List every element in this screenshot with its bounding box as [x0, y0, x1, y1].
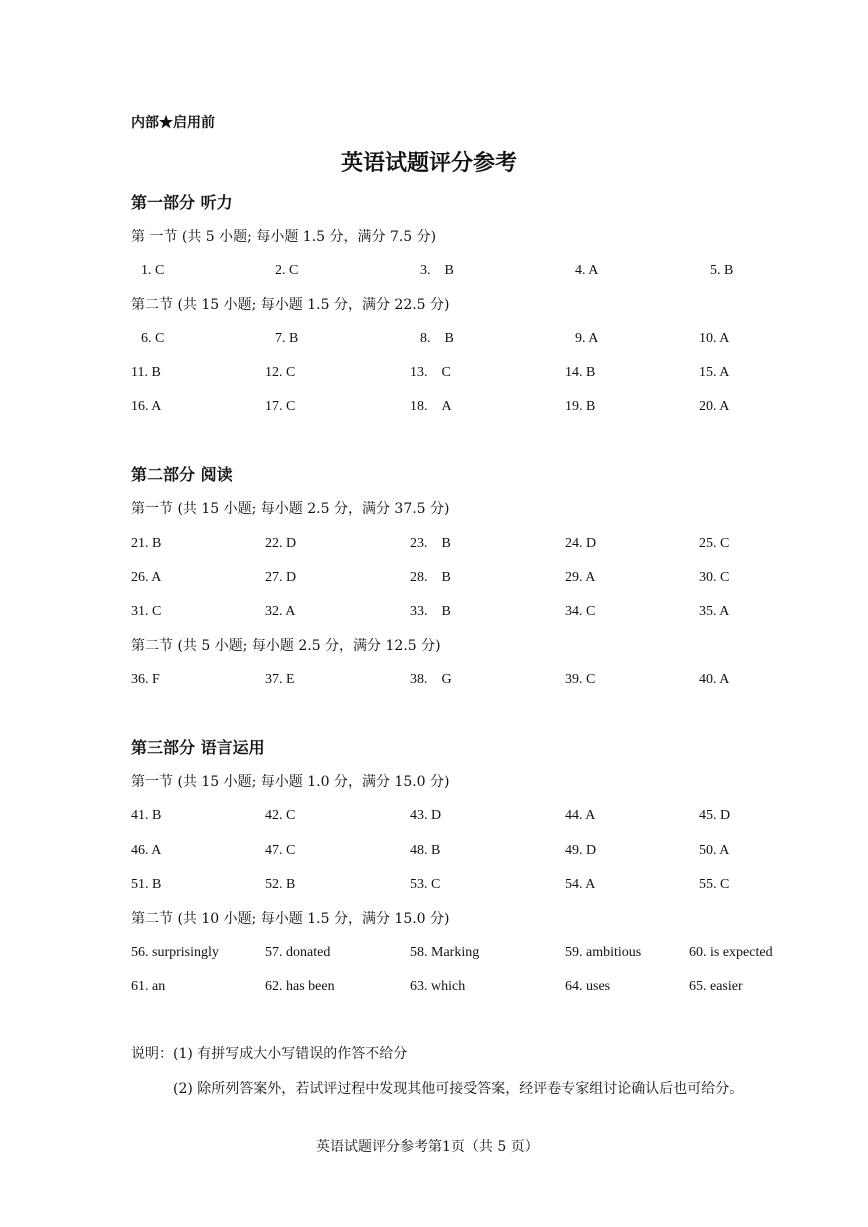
answer-item: 24. D [565, 536, 597, 551]
part1-section1-label: 第 一节 (共 5 小题; 每小题 1.5 分，满分 7.5 分) [131, 229, 437, 245]
answer-item: 44. A [565, 808, 596, 823]
answer-item: 32. A [265, 604, 296, 619]
part2-section1-label: 第一节 (共 15 小题; 每小题 2.5 分，满分 37.5 分) [131, 501, 450, 517]
answer-item: 19. B [565, 399, 596, 414]
answer-item: 23. B [410, 536, 451, 551]
answer-item: 65. easier [689, 979, 743, 994]
answer-item: 43. D [410, 808, 442, 823]
part1-section2-label: 第二节 (共 15 小题; 每小题 1.5 分，满分 22.5 分) [131, 297, 450, 313]
part2-heading: 第二部分 阅读 [131, 465, 233, 484]
answer-item: 11. B [131, 365, 161, 380]
answer-item: 5. B [710, 263, 734, 278]
answer-item: 52. B [265, 877, 296, 892]
answer-item: 33. B [410, 604, 451, 619]
answer-item: 63. which [410, 979, 466, 994]
answer-item: 45. D [699, 808, 731, 823]
answer-item: 2. C [275, 263, 299, 278]
answer-item: 15. A [699, 365, 730, 380]
answer-item: 8. B [420, 331, 454, 346]
part3-heading: 第三部分 语言运用 [131, 738, 265, 757]
answer-item: 16. A [131, 399, 162, 414]
answer-item: 62. has been [265, 979, 335, 994]
note-2: (2) 除所列答案外，若试评过程中发现其他可接受答案，经评卷专家组讨论确认后也可给分。 [173, 1081, 744, 1097]
part1-heading: 第一部分 听力 [131, 193, 233, 212]
answer-item: 22. D [265, 536, 297, 551]
note-1: 说明：(1) 有拼写成大小写错误的作答不给分 [131, 1046, 408, 1062]
answer-item: 38. G [410, 672, 452, 687]
answer-item: 14. B [565, 365, 596, 380]
answer-item: 10. A [699, 331, 730, 346]
answer-item: 1. C [141, 263, 165, 278]
answer-item: 55. C [699, 877, 730, 892]
answer-item: 64. uses [565, 979, 611, 994]
answer-item: 49. D [565, 843, 597, 858]
answer-item: 41. B [131, 808, 162, 823]
answer-item: 17. C [265, 399, 296, 414]
answer-item: 39. C [565, 672, 596, 687]
answer-item: 61. an [131, 979, 166, 994]
answer-item: 51. B [131, 877, 162, 892]
answer-item: 58. Marking [410, 945, 480, 960]
answer-item: 27. D [265, 570, 297, 585]
answer-item: 7. B [275, 331, 299, 346]
answer-item: 21. B [131, 536, 162, 551]
answer-item: 56. surprisingly [131, 945, 219, 960]
answer-item: 42. C [265, 808, 296, 823]
answer-item: 53. C [410, 877, 441, 892]
answer-item: 40. A [699, 672, 730, 687]
part3-section2-label: 第二节 (共 10 小题; 每小题 1.5 分，满分 15.0 分) [131, 911, 450, 927]
answer-item: 4. A [575, 263, 599, 278]
answer-item: 28. B [410, 570, 451, 585]
answer-item: 50. A [699, 843, 730, 858]
answer-item: 46. A [131, 843, 162, 858]
answer-item: 37. E [265, 672, 295, 687]
answer-item: 20. A [699, 399, 730, 414]
answer-item: 34. C [565, 604, 596, 619]
answer-item: 47. C [265, 843, 296, 858]
answer-item: 35. A [699, 604, 730, 619]
answer-item: 59. ambitious [565, 945, 642, 960]
confidential-label: 内部★启用前 [131, 115, 215, 131]
answer-item: 6. C [141, 331, 165, 346]
part2-section2-label: 第二节 (共 5 小题; 每小题 2.5 分，满分 12.5 分) [131, 638, 441, 654]
answer-item: 57. donated [265, 945, 331, 960]
answer-item: 54. A [565, 877, 596, 892]
answer-item: 36. F [131, 672, 160, 687]
answer-item: 9. A [575, 331, 599, 346]
answer-item: 26. A [131, 570, 162, 585]
answer-item: 30. C [699, 570, 730, 585]
answer-item: 13. C [410, 365, 451, 380]
page-title: 英语试题评分参考 [341, 150, 518, 176]
answer-item: 31. C [131, 604, 162, 619]
answer-item: 12. C [265, 365, 296, 380]
answer-item: 18. A [410, 399, 452, 414]
answer-item: 3. B [420, 263, 454, 278]
answer-item: 60. is expected [689, 945, 773, 960]
answer-item: 25. C [699, 536, 730, 551]
page-footer: 英语试题评分参考第1页（共 5 页） [316, 1139, 539, 1155]
answer-item: 29. A [565, 570, 596, 585]
answer-item: 48. B [410, 843, 441, 858]
part3-section1-label: 第一节 (共 15 小题; 每小题 1.0 分，满分 15.0 分) [131, 774, 450, 790]
